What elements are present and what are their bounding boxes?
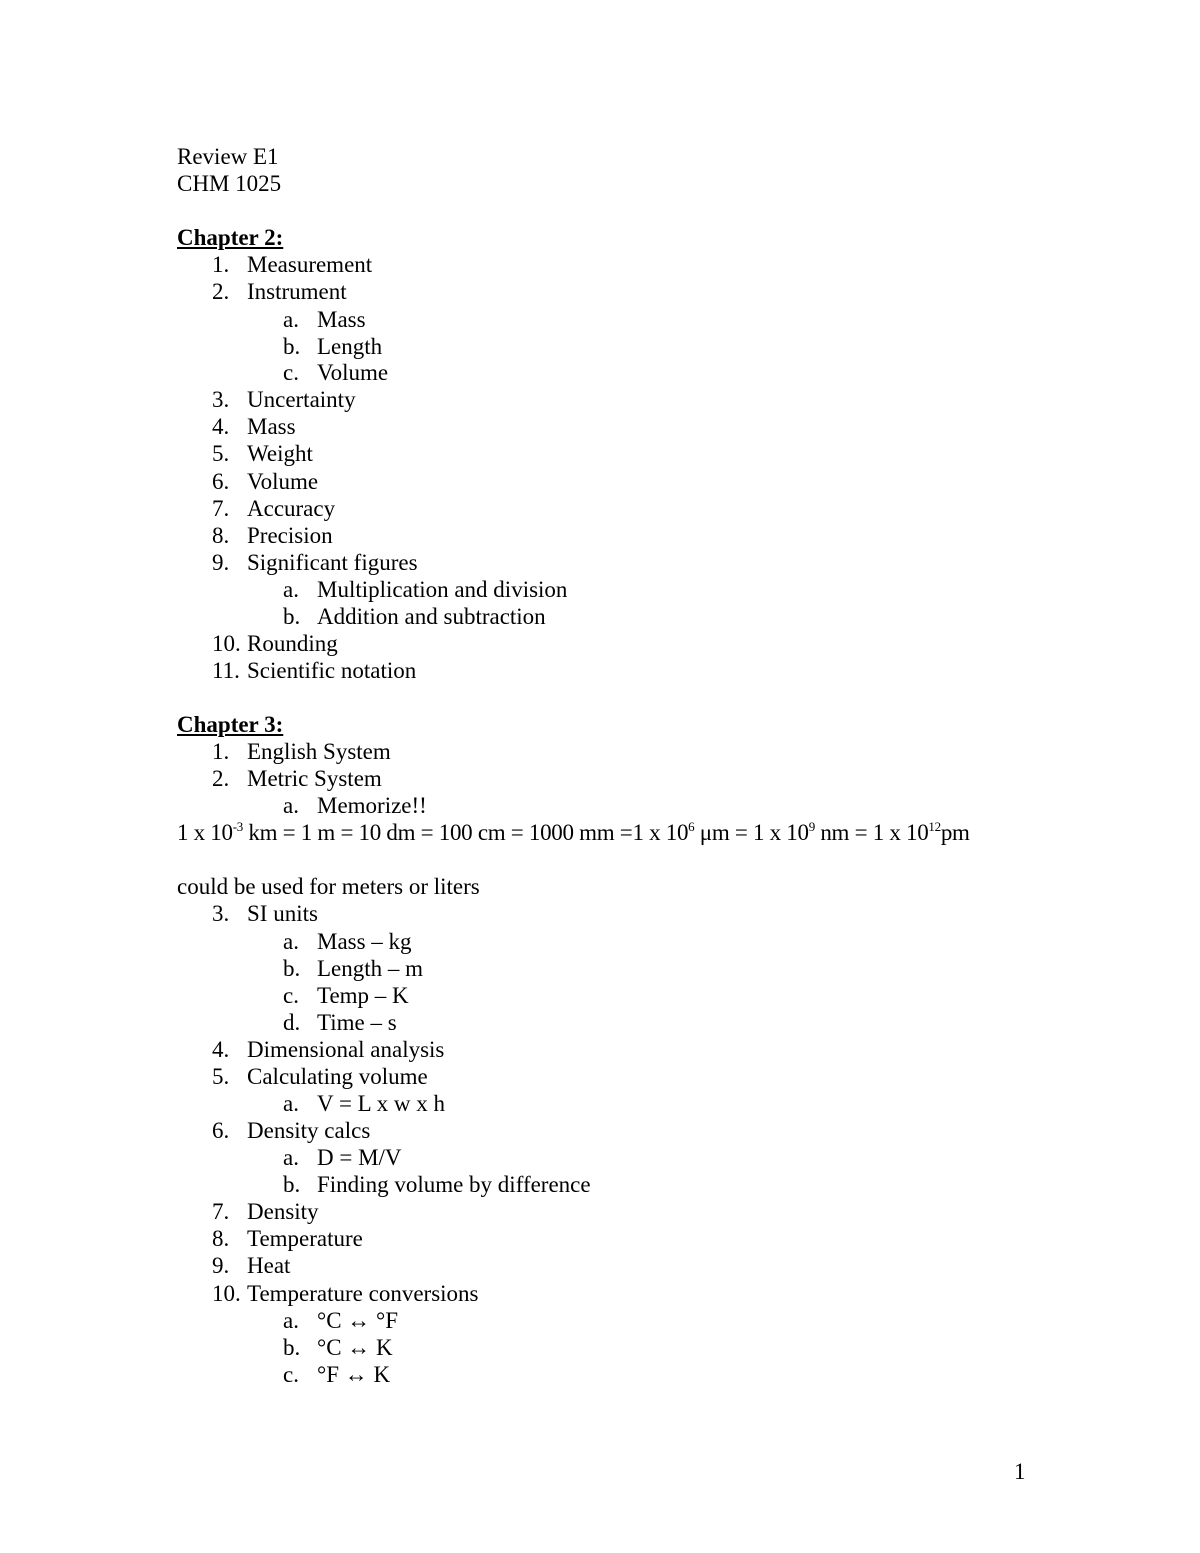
list-marker: 3.	[212, 387, 230, 412]
list-item	[212, 386, 356, 413]
list-item	[212, 1063, 428, 1090]
list-item-text: Metric System	[247, 766, 382, 791]
list-item	[212, 549, 418, 576]
list-marker: b.	[283, 1335, 301, 1360]
exponent: 12	[928, 819, 941, 834]
list-marker: b.	[283, 334, 301, 359]
list-subitem	[283, 955, 423, 982]
list-item-text: Memorize!!	[317, 793, 427, 818]
list-marker: a.	[283, 1145, 299, 1170]
list-item	[212, 440, 313, 467]
list-marker: c.	[283, 1362, 299, 1387]
list-subitem	[283, 1090, 445, 1117]
list-subitem	[283, 792, 427, 819]
note-text: could be used for meters or liters	[177, 874, 480, 899]
list-marker: 4.	[212, 414, 230, 439]
list-item-text: English System	[247, 739, 391, 764]
list-item	[212, 278, 347, 305]
list-item	[212, 1198, 319, 1225]
list-item-text: V = L x w x h	[317, 1091, 445, 1116]
conversion-text: 1 x 10	[177, 820, 233, 845]
list-subitem	[283, 982, 409, 1009]
list-marker: 2.	[212, 279, 230, 304]
list-marker: a.	[283, 793, 299, 818]
metric-conversion-line	[177, 819, 970, 849]
list-item-text: Length – m	[317, 956, 424, 981]
list-item	[212, 522, 333, 549]
list-marker: b.	[283, 956, 301, 981]
list-subitem	[283, 359, 388, 386]
list-subitem	[283, 1361, 390, 1388]
list-marker: 10.	[212, 1281, 241, 1306]
list-item-text: Length	[317, 334, 383, 359]
list-item-text: Temperature	[247, 1226, 363, 1251]
list-item-text: Mass	[317, 307, 366, 332]
list-marker: a.	[283, 1308, 299, 1333]
list-marker: 8.	[212, 1226, 230, 1251]
list-item-text: Heat	[247, 1253, 291, 1278]
chapter-2-heading: Chapter 2:	[177, 225, 284, 250]
list-subitem	[283, 928, 412, 955]
list-item-text: Instrument	[247, 279, 347, 304]
list-item	[212, 251, 372, 278]
list-subitem	[283, 603, 546, 630]
list-subitem	[283, 1334, 393, 1361]
list-item-text: Significant figures	[247, 550, 418, 575]
list-marker: d.	[283, 1010, 301, 1035]
list-item	[212, 900, 318, 927]
list-item-text: Volume	[247, 469, 319, 494]
list-item-text: Dimensional analysis	[247, 1037, 445, 1062]
list-marker: c.	[283, 983, 299, 1008]
list-item	[212, 1280, 479, 1307]
list-item-text: SI units	[247, 901, 318, 926]
list-marker: 2.	[212, 766, 230, 791]
list-marker: c.	[283, 360, 299, 385]
list-item-text: Temp – K	[317, 983, 409, 1008]
list-item	[212, 1252, 290, 1279]
list-item	[212, 413, 296, 440]
list-item	[212, 1225, 363, 1252]
list-marker: 9.	[212, 550, 230, 575]
list-item-text: Scientific notation	[247, 658, 417, 683]
conversion-text: pm	[940, 820, 970, 845]
list-item-text: °C ↔ °F	[317, 1308, 399, 1333]
list-item-text: Accuracy	[247, 496, 336, 521]
list-subitem	[283, 1144, 402, 1171]
list-item-text: °F ↔ K	[317, 1362, 391, 1387]
list-item-text: Calculating volume	[247, 1064, 428, 1089]
list-marker: 4.	[212, 1037, 230, 1062]
list-item	[212, 630, 338, 657]
list-subitem	[283, 1009, 397, 1036]
list-item-text: Density calcs	[247, 1118, 371, 1143]
list-item-text: Volume	[317, 360, 389, 385]
exponent: -3	[232, 819, 243, 834]
list-marker: a.	[283, 577, 299, 602]
list-item-text: Weight	[247, 441, 313, 466]
list-item	[212, 495, 335, 522]
list-item	[212, 738, 391, 765]
list-item-text: D = M/V	[317, 1145, 402, 1170]
list-item-text: Mass – kg	[317, 929, 412, 954]
list-subitem	[283, 576, 567, 603]
list-marker: a.	[283, 1091, 299, 1116]
list-subitem	[283, 1307, 398, 1334]
list-item-text: Uncertainty	[247, 387, 356, 412]
list-marker: 10.	[212, 631, 241, 656]
list-marker: 5.	[212, 441, 230, 466]
list-item-text: Temperature conversions	[247, 1281, 479, 1306]
list-item	[212, 657, 416, 684]
list-marker: 9.	[212, 1253, 230, 1278]
list-item-text: Mass	[247, 414, 296, 439]
list-marker: b.	[283, 1172, 301, 1197]
list-subitem	[283, 1171, 591, 1198]
list-marker: 6.	[212, 469, 230, 494]
list-subitem	[283, 306, 366, 333]
list-marker: a.	[283, 929, 299, 954]
list-item-text: °C ↔ K	[317, 1335, 393, 1360]
list-marker: 1.	[212, 252, 230, 277]
exponent: 9	[808, 819, 815, 834]
list-item-text: Addition and subtraction	[317, 604, 546, 629]
list-item	[212, 765, 382, 792]
list-marker: 1.	[212, 739, 230, 764]
conversion-text: nm = 1 x 10	[814, 820, 929, 845]
list-marker: b.	[283, 604, 301, 629]
list-marker: 7.	[212, 1199, 230, 1224]
conversion-text: μm = 1 x 10	[694, 820, 809, 845]
list-marker: 3.	[212, 901, 230, 926]
list-item-text: Time – s	[317, 1010, 397, 1035]
list-item	[212, 1036, 444, 1063]
list-item-text: Rounding	[247, 631, 338, 656]
list-marker: 8.	[212, 523, 230, 548]
list-marker: 7.	[212, 496, 230, 521]
list-marker: 11.	[212, 658, 240, 683]
list-item-text: Multiplication and division	[317, 577, 568, 602]
page-number: 1	[1014, 1459, 1026, 1484]
list-item-text: Precision	[247, 523, 333, 548]
list-marker: a.	[283, 307, 299, 332]
list-subitem	[283, 333, 382, 360]
list-item-text: Finding volume by difference	[317, 1172, 591, 1197]
document-title: Review E1	[177, 144, 279, 169]
list-item-text: Measurement	[247, 252, 373, 277]
list-item	[212, 468, 318, 495]
chapter-3-heading: Chapter 3:	[177, 712, 284, 737]
list-marker: 6.	[212, 1118, 230, 1143]
list-item	[212, 1117, 370, 1144]
course-code: CHM 1025	[177, 171, 282, 196]
list-marker: 5.	[212, 1064, 230, 1089]
conversion-text: km = 1 m = 10 dm = 100 cm = 1000 mm =1 x 10	[242, 820, 689, 845]
list-item-text: Density	[247, 1199, 319, 1224]
exponent: 6	[688, 819, 695, 834]
